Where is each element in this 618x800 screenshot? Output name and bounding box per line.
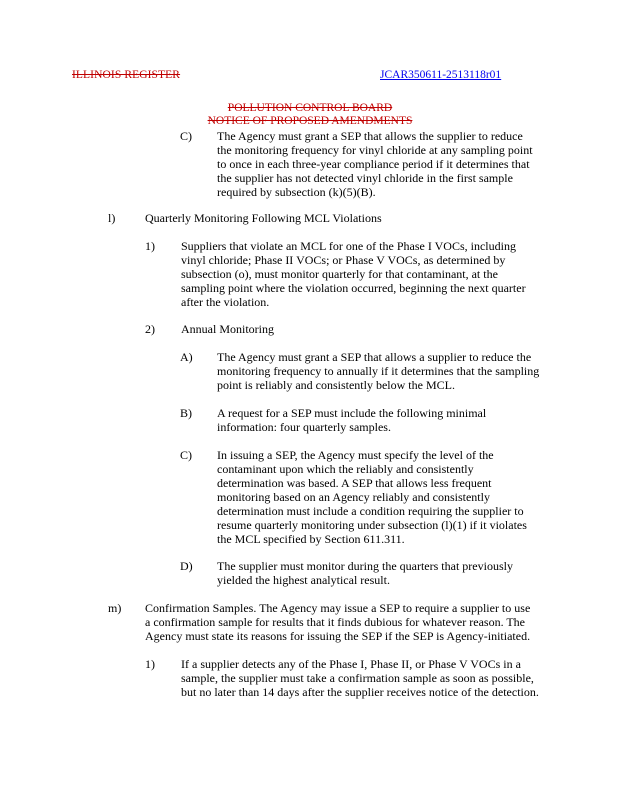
paragraph-suppliers-violate [181,239,591,309]
register-title: ILLINOIS REGISTER [72,69,181,81]
text-line: The supplier must monitor during the quarters that previously [217,559,513,573]
text-line: the MCL specified by Section 611.311. [217,532,405,546]
text-line: subsection (o), must monitor quarterly for that contaminant, at the [181,267,498,281]
paragraph-supplier-detects [181,657,601,699]
item-label: B) [180,406,192,420]
document-id-link[interactable]: JCAR350611-2513118r01 [380,69,502,81]
paragraph-sep-request [217,406,577,434]
paragraph-confirmation-samples [145,601,595,643]
text-line: resume quarterly monitoring under subsection (l)(1) if it violates [217,518,527,532]
text-line: Quarterly Monitoring Following MCL Violations [145,211,382,225]
text-line: but no later than 14 days after the supplier receives notice of the detection. [181,685,539,699]
text-line: determination was based. A SEP that allows less frequent [217,476,492,490]
text-line: Confirmation Samples. The Agency may issue a SEP to require a supplier to use [145,601,531,615]
board-name: POLLUTION CONTROL BOARD [227,102,393,114]
text-line: to once in each three-year compliance period if it determines that [217,157,530,171]
item-label: 1) [145,657,155,671]
text-line: In issuing a SEP, the Agency must specify the level of the [217,448,494,462]
item-label: 1) [145,239,155,253]
item-label: 2) [145,322,155,336]
text-line: yielded the highest analytical result. [217,573,390,587]
text-line: the supplier has not detected vinyl chloride in the first sample [217,171,513,185]
notice-title: NOTICE OF PROPOSED AMENDMENTS [207,115,413,127]
text-line: monitoring frequency to annually if it determines that the sampling [217,364,540,378]
text-line: point is reliably and consistently below the MCL. [217,378,455,392]
item-label: A) [180,350,193,364]
text-line: sampling point where the violation occurred, beginning the next quarter [181,281,526,295]
text-line: If a supplier detects any of the Phase I, Phase II, or Phase V VOCs in a [181,657,521,671]
text-line: contaminant upon which the reliably and consistently [217,462,474,476]
text-line: The Agency must grant a SEP that allows a supplier to reduce the [217,350,532,364]
section-label: l) [108,211,116,225]
text-line: determination must include a condition requiring the supplier to [217,504,524,518]
text-line: monitoring based on an Agency reliably and consistently [217,490,490,504]
section-label: m) [108,601,122,615]
text-line: A request for a SEP must include the following minimal [217,406,487,420]
text-line: a confirmation sample for results that it finds dubious for whatever reason. The [145,615,526,629]
text-line: vinyl chloride; Phase II VOCs; or Phase V VOCs, as determined by [181,253,506,267]
text-line: sample, the supplier must take a confirmation sample as soon as possible, [181,671,534,685]
text-line: Suppliers that violate an MCL for one of the Phase I VOCs, including [181,239,516,253]
text-line: The Agency must grant a SEP that allows the supplier to reduce [217,129,523,143]
text-line: required by subsection (k)(5)(B). [217,185,376,199]
text-line: Annual Monitoring [181,322,274,336]
text-line: information: four quarterly samples. [217,420,391,434]
section-heading-quarterly-monitoring [145,211,565,225]
item-label: C) [180,448,192,462]
subsection-heading-annual-monitoring [181,322,481,336]
paragraph-supplier-monitor [217,559,577,587]
paragraph-agency-grant-sep [217,350,577,392]
paragraph-issuing-sep [217,448,577,546]
text-line: Agency must state its reasons for issuing the SEP if the SEP is Agency-initiated. [145,629,531,643]
item-label: D) [180,559,193,573]
text-line: after the violation. [181,295,270,309]
item-label: C) [180,129,192,143]
text-line: the monitoring frequency for vinyl chloride at any sampling point [217,143,533,157]
paragraph-vinyl-chloride [217,129,577,199]
